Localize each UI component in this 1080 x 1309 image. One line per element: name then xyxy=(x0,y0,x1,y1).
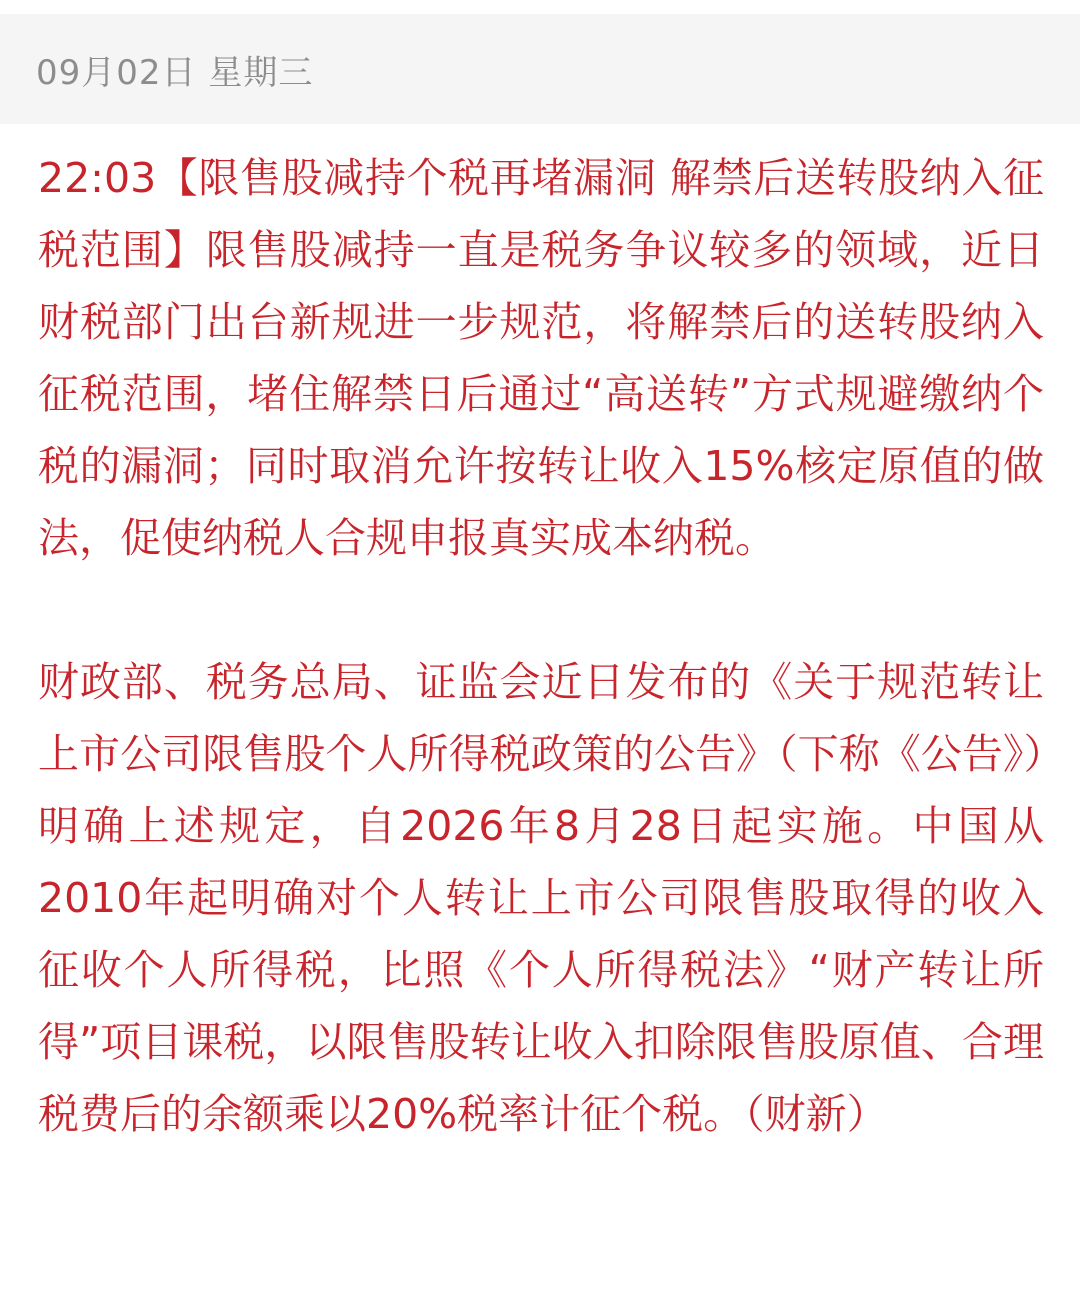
news-lead-paragraph xyxy=(38,142,1044,574)
news-article xyxy=(38,142,1044,1150)
news-summary: 限售股减持一直是税务争议较多的领域，近日财税部门出台新规进一步规范，将解禁后的送转股纳入征税范围，堵住解禁日后通过“高送转”方式规避缴纳个税的漏洞；同时取消允许按转让收入15%核定原值的做法，促使纳税人合规申报真实成本纳税。 xyxy=(38,226,1044,562)
news-headline: 【限售股减持个税再堵漏洞 解禁后送转股纳入征税范围】 xyxy=(38,154,1044,274)
date-header xyxy=(0,14,1080,124)
date-label: 09月02日 星期三 xyxy=(36,52,314,93)
news-body-paragraph: 财政部、税务总局、证监会近日发布的《关于规范转让上市公司限售股个人所得税政策的公告》（下称《公告》）明确上述规定，自2026年8月28日起实施。中国从2010年起明确对个人转让上市公司限售股取得的收入征收个人所得税，比照《个人所得税法》“财产转让所得”项目课税，以限售股转让收入扣除限售股原值、合理税费后的余额乘以20%税率计征个税。（财新） xyxy=(38,658,1044,1138)
news-time: 22:03 xyxy=(38,154,157,202)
